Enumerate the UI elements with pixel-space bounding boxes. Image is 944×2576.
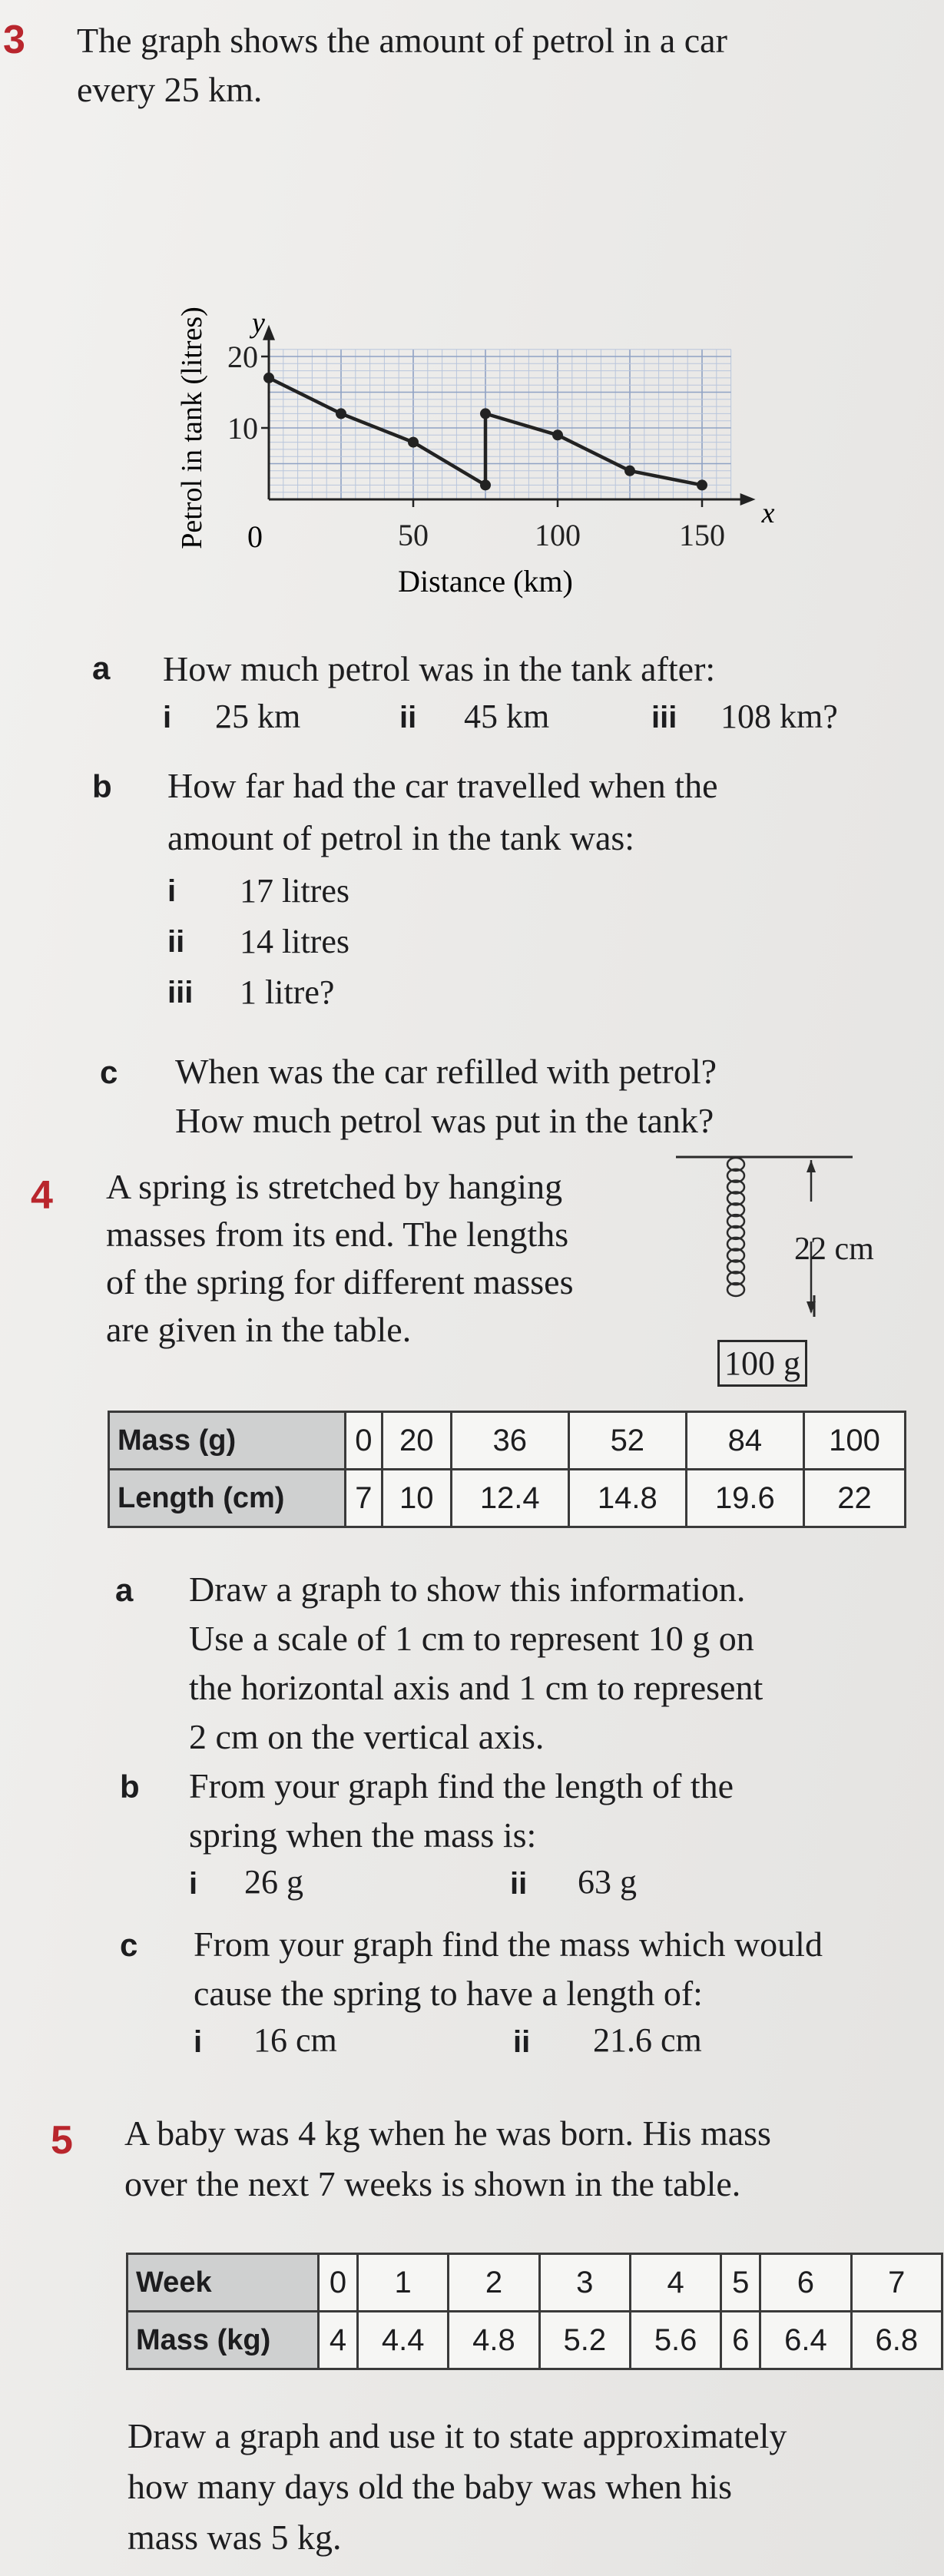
- table-cell: 3: [539, 2254, 630, 2312]
- graph-ticks: [227, 340, 725, 552]
- q3a-iii-label: iii: [651, 701, 677, 734]
- spring-table: [108, 1411, 906, 1528]
- table-cell: 6: [760, 2254, 851, 2312]
- table-header-week: Week: [128, 2254, 319, 2312]
- table-header-mass-kg: Mass (kg): [128, 2312, 319, 2369]
- table-cell: 6.8: [851, 2312, 942, 2369]
- table-cell: 1: [357, 2254, 448, 2312]
- q5-line1: Draw a graph and use it to state approximately: [128, 2416, 787, 2455]
- data-point: [624, 466, 635, 476]
- q4a-line2: Use a scale of 1 cm to represent 10 g on: [189, 1619, 754, 1658]
- table-cell: 20: [382, 1412, 451, 1470]
- table-header-length: Length (cm): [109, 1470, 346, 1527]
- q3a-label: a: [92, 650, 111, 686]
- table-cell: 5.2: [539, 2312, 630, 2369]
- q3b-text-line2: amount of petrol in the tank was:: [167, 818, 635, 857]
- q4c-ii-value: 21.6 cm: [593, 2021, 702, 2059]
- q3b-ii-value: 14 litres: [240, 923, 349, 960]
- q4-text-line3: of the spring for different masses: [106, 1262, 574, 1301]
- table-cell: 5.6: [630, 2312, 720, 2369]
- table-cell: 36: [451, 1412, 568, 1470]
- y-tick-label: 10: [227, 411, 258, 446]
- petrol-graph: [154, 131, 830, 607]
- table-cell: 22: [803, 1470, 905, 1527]
- q4a-line3: the horizontal axis and 1 cm to represent: [189, 1668, 763, 1707]
- mass-box-label: 100 g: [724, 1344, 800, 1382]
- graph-x-axis-label: Distance (km): [398, 564, 573, 598]
- q4a-label: a: [115, 1572, 134, 1608]
- spring-length-label: 22 cm: [794, 1232, 874, 1267]
- x-axis-arrow-icon: [740, 493, 756, 506]
- data-point: [336, 408, 346, 419]
- data-point: [408, 437, 419, 448]
- q3b-i-value: 17 litres: [240, 872, 349, 910]
- q3a-ii-value: 45 km: [464, 698, 550, 735]
- q4-text-line4: are given in the table.: [106, 1310, 412, 1349]
- q4b-i-label: i: [189, 1867, 198, 1901]
- y-tick-label: 20: [227, 340, 258, 374]
- x-axis-letter: x: [761, 497, 775, 529]
- q3b-iii-label: iii: [167, 976, 194, 1010]
- q4b-i-value: 26 g: [244, 1863, 303, 1901]
- spring-coil: [727, 1158, 744, 1296]
- baby-mass-table: [126, 2253, 943, 2370]
- q4b-line2: spring when the mass is:: [189, 1815, 537, 1855]
- q3a-iii-value: 108 km?: [720, 698, 838, 735]
- q3b-iii-value: 1 litre?: [240, 973, 335, 1011]
- q4c-i-value: 16 cm: [253, 2021, 337, 2059]
- table-cell: 14.8: [568, 1470, 686, 1527]
- y-axis-letter: y: [252, 307, 265, 340]
- q4c-line2: cause the spring to have a length of:: [194, 1974, 703, 2013]
- table-cell: 6: [721, 2312, 760, 2369]
- q3b-label: b: [92, 768, 112, 804]
- table-row: [109, 1412, 906, 1470]
- q3-text-line2: every 25 km.: [77, 70, 263, 109]
- table-cell: 7: [851, 2254, 942, 2312]
- table-cell: 4: [319, 2312, 358, 2369]
- table-cell: 10: [382, 1470, 451, 1527]
- q3c-text-line1: When was the car refilled with petrol?: [175, 1052, 717, 1091]
- table-cell: 4: [630, 2254, 720, 2312]
- table-cell: 4.4: [357, 2312, 448, 2369]
- q4a-line4: 2 cm on the vertical axis.: [189, 1717, 545, 1756]
- q5-text-line2: over the next 7 weeks is shown in the table.: [124, 2164, 741, 2203]
- table-cell: 4.8: [449, 2312, 539, 2369]
- q3-text-line1: The graph shows the amount of petrol in a car: [77, 21, 727, 60]
- q4b-ii-label: ii: [510, 1867, 528, 1901]
- q3c-label: c: [100, 1054, 118, 1090]
- q4c-label: c: [120, 1927, 138, 1963]
- graph-origin-label: 0: [247, 519, 263, 554]
- table-cell: 5: [721, 2254, 760, 2312]
- table-row: [109, 1470, 906, 1527]
- table-row: [128, 2312, 942, 2369]
- x-tick-label: 50: [398, 518, 429, 552]
- graph-y-axis-label: Petrol in tank (litres): [176, 307, 208, 549]
- data-point: [480, 408, 491, 419]
- q3a-text: How much petrol was in the tank after:: [163, 649, 716, 688]
- x-tick-label: 150: [679, 518, 725, 552]
- table-cell: 12.4: [451, 1470, 568, 1527]
- table-cell: 52: [568, 1412, 686, 1470]
- data-point: [552, 429, 563, 440]
- table-cell: 7: [346, 1470, 383, 1527]
- data-point: [480, 479, 491, 490]
- q5-text-line1: A baby was 4 kg when he was born. His mass: [124, 2114, 771, 2153]
- table-cell: 0: [319, 2254, 358, 2312]
- q4c-i-label: i: [194, 2025, 203, 2059]
- q3a-ii-label: ii: [399, 701, 417, 734]
- table-cell: 6.4: [760, 2312, 851, 2369]
- table-cell: 0: [346, 1412, 383, 1470]
- question-3-number: 3: [3, 18, 25, 62]
- table-row: [128, 2254, 942, 2312]
- table-cell: 2: [449, 2254, 539, 2312]
- q4a-line1: Draw a graph to show this information.: [189, 1570, 746, 1609]
- q4b-label: b: [120, 1769, 140, 1805]
- q3b-ii-label: ii: [167, 925, 185, 959]
- x-tick-label: 100: [535, 518, 581, 552]
- table-header-mass: Mass (g): [109, 1412, 346, 1470]
- q3c-text-line2: How much petrol was put in the tank?: [175, 1101, 714, 1140]
- data-point: [263, 373, 274, 383]
- q5-line3: mass was 5 kg.: [128, 2518, 342, 2557]
- q4-text-line2: masses from its end. The lengths: [106, 1215, 569, 1254]
- q3a-i-label: i: [163, 701, 172, 734]
- data-point: [697, 479, 707, 490]
- q4c-ii-label: ii: [513, 2025, 531, 2059]
- table-cell: 19.6: [686, 1470, 803, 1527]
- q4c-line1: From your graph find the mass which would: [194, 1925, 823, 1964]
- q4b-line1: From your graph find the length of the: [189, 1766, 734, 1805]
- q4-text-line1: A spring is stretched by hanging: [106, 1167, 563, 1206]
- table-cell: 84: [686, 1412, 803, 1470]
- arrowhead-up-icon: [807, 1160, 816, 1172]
- table-cell: 100: [803, 1412, 905, 1470]
- mass-box: [717, 1340, 807, 1387]
- q3b-text-line1: How far had the car travelled when the: [167, 766, 718, 805]
- question-5-number: 5: [51, 2118, 73, 2163]
- q3b-i-label: i: [167, 874, 177, 908]
- q4b-ii-value: 63 g: [578, 1863, 637, 1901]
- question-4-number: 4: [31, 1173, 53, 1218]
- q5-line2: how many days old the baby was when his: [128, 2467, 732, 2506]
- q3a-i-value: 25 km: [215, 698, 301, 735]
